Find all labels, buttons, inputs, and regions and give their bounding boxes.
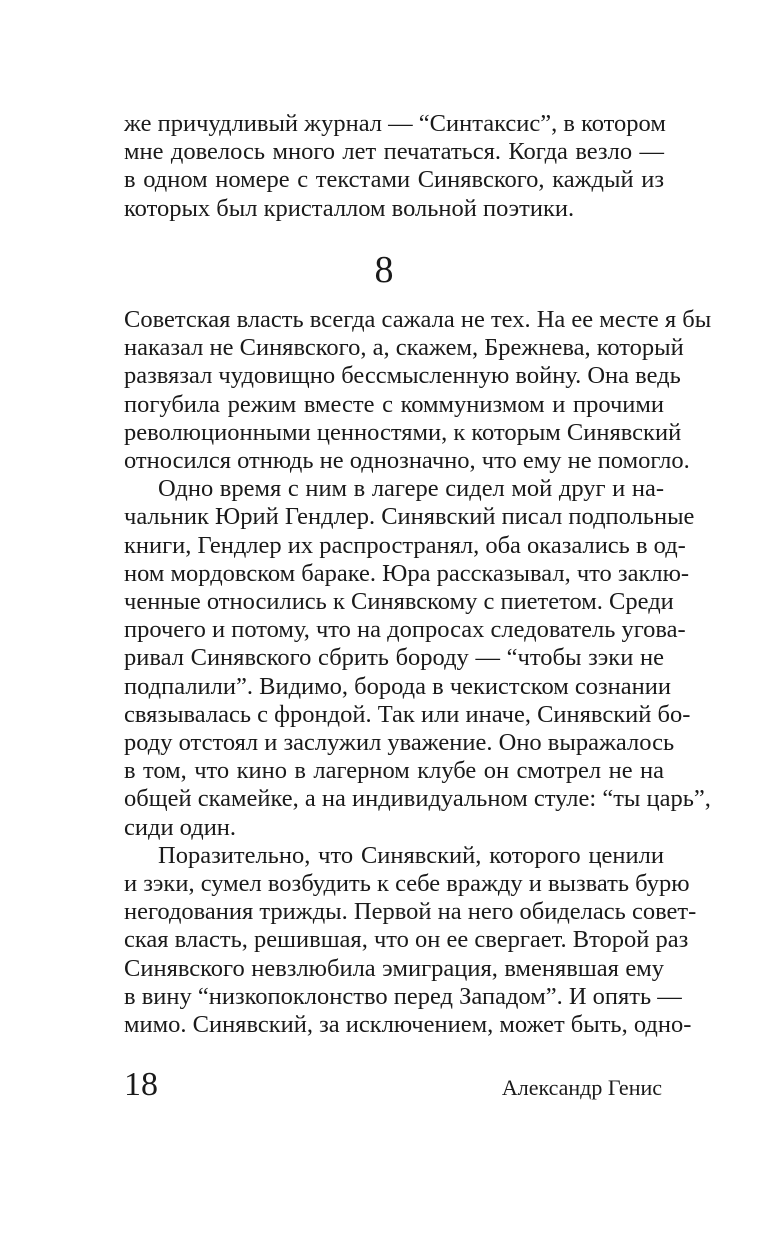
paragraph-1: [124, 306, 712, 475]
text-line: ном мордовском бараке. Юра рассказывал, что заклю-: [124, 559, 690, 587]
text-line: Синявского невзлюбила эмиграция, вменявшая ему: [124, 954, 664, 982]
text-line: которых был кристаллом вольной поэтики.: [124, 194, 575, 222]
text-line: наказал не Синявского, а, скажем, Брежнева, который: [124, 334, 684, 362]
paragraph-2: [124, 475, 711, 842]
text-line: и зэки, сумел возбудить к себе вражду и вызвать бурю: [124, 870, 690, 898]
text-line: связывалась с фрондой. Так или иначе, Синявский бо-: [124, 700, 691, 728]
text-line: же причудливый журнал — “Синтаксис”, в котором: [124, 110, 666, 137]
page-number: 18: [124, 1066, 158, 1103]
text-line: книги, Гендлер их распространял, оба оказались в од-: [124, 531, 686, 559]
text-line: в одном номере с текстами Синявского, каждый из: [124, 166, 664, 194]
intro-paragraph: [124, 110, 664, 223]
text-line: негодования трижды. Первой на него обиделась совет-: [124, 898, 697, 926]
text-line: общей скамейке, а на индивидуальном стуле: “ты царь”,: [124, 785, 711, 813]
text-line: сиди один.: [124, 813, 237, 841]
text-line: ченные относились к Синявскому с пиететом. Среди: [124, 588, 674, 616]
section-body: [124, 306, 712, 1039]
text-line: мне довелось много лет печататься. Когда везло —: [124, 138, 664, 166]
text-line: в том, что кино в лагерном клубе он смотрел не на: [124, 757, 664, 785]
text-line: погубила режим вместе с коммунизмом и прочими: [124, 390, 664, 418]
running-footer-author: Александр Генис: [501, 1075, 662, 1100]
text-line: роду отстоял и заслужил уважение. Оно выражалось: [124, 729, 675, 757]
text-line: чальник Юрий Гендлер. Синявский писал подпольные: [124, 503, 695, 531]
text-line: революционными ценностями, к которым Синявский: [124, 418, 682, 446]
text-line: ривал Синявского сбрить бороду — “чтобы зэки не: [124, 644, 664, 672]
text-line: Одно время с ним в лагере сидел мой друг и на-: [158, 475, 664, 503]
text-line: подпалили”. Видимо, борода в чекистском сознании: [124, 672, 671, 700]
text-line: в вину “низкопоклонство перед Западом”. И опять —: [124, 982, 682, 1010]
text-line: Поразительно, что Синявский, которого ценили: [158, 841, 664, 869]
text-line: мимо. Синявский, за исключением, может быть, одно-: [124, 1011, 692, 1039]
text-line: ская власть, решившая, что он ее свергает. Второй раз: [124, 926, 689, 954]
paragraph-3: [124, 841, 697, 1039]
text-line: относился отнюдь не однозначно, что ему не помогло.: [124, 447, 690, 475]
text-line: Советская власть всегда сажала не тех. На ее месте я бы: [124, 306, 712, 333]
section-heading: 8: [374, 249, 394, 291]
text-line: прочего и потому, что на допросах следователь угова-: [124, 616, 686, 644]
text-line: развязал чудовищно бессмысленную войну. Она ведь: [124, 362, 681, 390]
